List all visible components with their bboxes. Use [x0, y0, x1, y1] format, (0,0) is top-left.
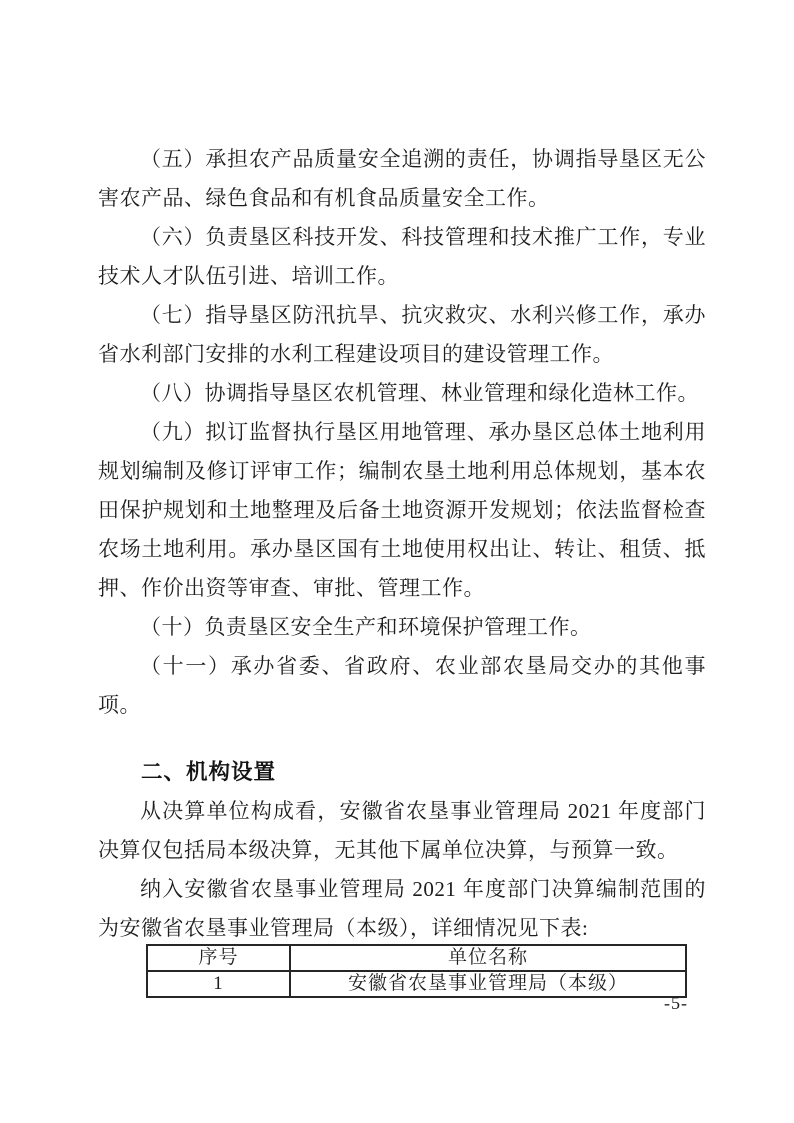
- duty-paragraph-10: （十）负责垦区安全生产和环境保护管理工作。: [140, 615, 592, 639]
- table-header-row: [147, 945, 686, 971]
- duty-paragraph-6: （六）负责垦区科技开发、科技管理和技术推广工作，专业技术人才队伍引进、培训工作。: [98, 225, 706, 288]
- duty-paragraph-7: （七）指导垦区防汛抗旱、抗灾救灾、水利兴修工作，承办省水利部门安排的水利工程建设项目的建设管理工作。: [98, 303, 706, 366]
- section-paragraph-composition: 从决算单位构成看，安徽省农垦事业管理局 2021 年度部门决算仅包括局本级决算，无其他下属单位决算，与预算一致。: [98, 799, 706, 862]
- duty-paragraph-8: （八）协调指导垦区农机管理、林业管理和绿化造林工作。: [140, 381, 699, 405]
- table-header-seq: 序号: [147, 945, 290, 971]
- table-cell-seq: 1: [147, 971, 290, 997]
- section-heading: 二、机构设置: [141, 760, 277, 784]
- unit-table: [146, 944, 687, 998]
- table-row: [147, 971, 686, 997]
- duty-paragraph-11: （十一）承办省委、省政府、农业部农垦局交办的其他事项。: [98, 654, 706, 717]
- table-header-unit-name: 单位名称: [290, 945, 686, 971]
- section-paragraph-scope: 纳入安徽省农垦事业管理局 2021 年度部门决算编制范围的为安徽省农垦事业管理局（本级），详细情况见下表:: [98, 877, 706, 940]
- page-number: -5-: [664, 993, 688, 1013]
- table-cell-unit-name: 安徽省农垦事业管理局（本级）: [290, 971, 686, 997]
- duty-paragraph-9: （九）拟订监督执行垦区用地管理、承办垦区总体土地利用规划编制及修订评审工作；编制农垦土地利用总体规划，基本农田保护规划和土地整理及后备土地资源开发规划；依法监督检查农场土地利用。承办垦区国有土地使用权出让、转让、租赁、抵押、作价出资等审查、审批、管理工作。: [98, 420, 706, 600]
- document-body: [98, 140, 706, 998]
- duty-paragraph-5: （五）承担农产品质量安全追溯的责任，协调指导垦区无公害农产品、绿色食品和有机食品质量安全工作。: [98, 147, 706, 210]
